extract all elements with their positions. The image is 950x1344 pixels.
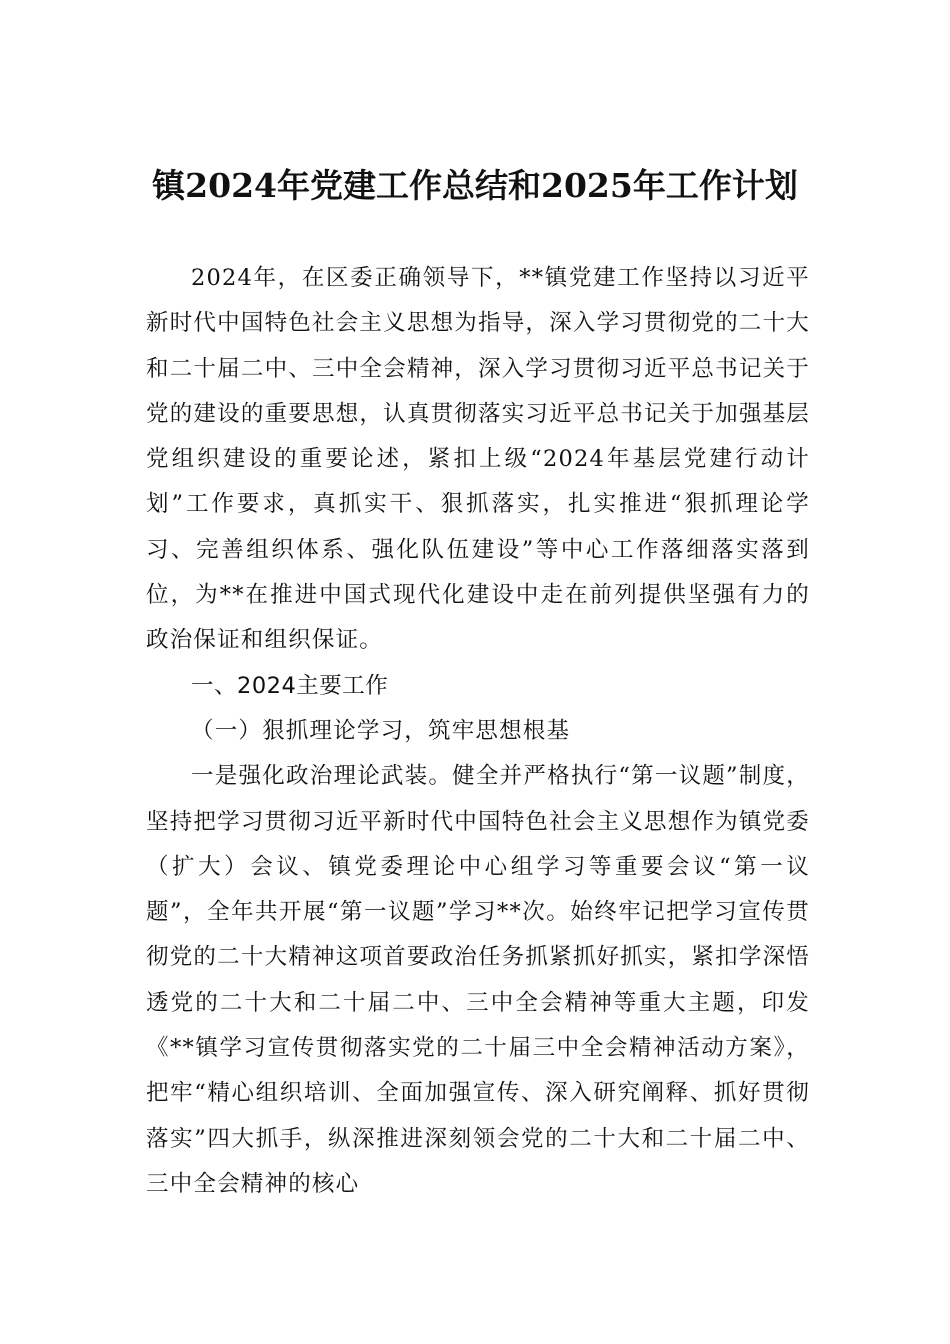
subsection-heading: （一）狠抓理论学习，筑牢思想根基 (191, 717, 571, 744)
document-body (146, 256, 810, 1207)
section-heading: 一、2024主要工作 (191, 672, 389, 699)
intro-paragraph: 2024年，在区委正确领导下，**镇党建工作坚持以习近平新时代中国特色社会主义思想为指导，深入学习贯彻党的二十大和二十届二中、三中全会精神，深入学习贯彻习近平总书记关于党的建设的重要思想，认真贯彻落实习近平总书记关于加强基层党组织建设的重要论述，紧扣上级“2024年基层党建行动计划”工作要求，真抓实干、狠抓落实，扎实推进“狠抓理论学习、完善组织体系、强化队伍建设”等中心工作落细落实落到位，为**在推进中国式现代化建设中走在前列提供坚强有力的政治保证和组织保证。 (146, 265, 810, 654)
body-paragraph: 一是强化政治理论武装。健全并严格执行“第一议题”制度，坚持把学习贯彻习近平新时代中国特色社会主义思想作为镇党委（扩大）会议、镇党委理论中心组学习等重要会议“第一议题”，全年共开展“第一议题”学习**次。始终牢记把学习宣传贯彻党的二十大精神这项首要政治任务抓紧抓好抓实，紧扣学深悟透党的二十大和二十届二中、三中全会精神等重大主题，印发《**镇学习宣传贯彻落实党的二十届三中全会精神活动方案》，把牢“精心组织培训、全面加强宣传、深入研究阐释、抓好贯彻落实”四大抓手，纵深推进深刻领会党的二十大和二十届二中、三中全会精神的核心 (146, 763, 810, 1197)
document-title: 镇2024年党建工作总结和2025年工作计划 (152, 166, 798, 205)
